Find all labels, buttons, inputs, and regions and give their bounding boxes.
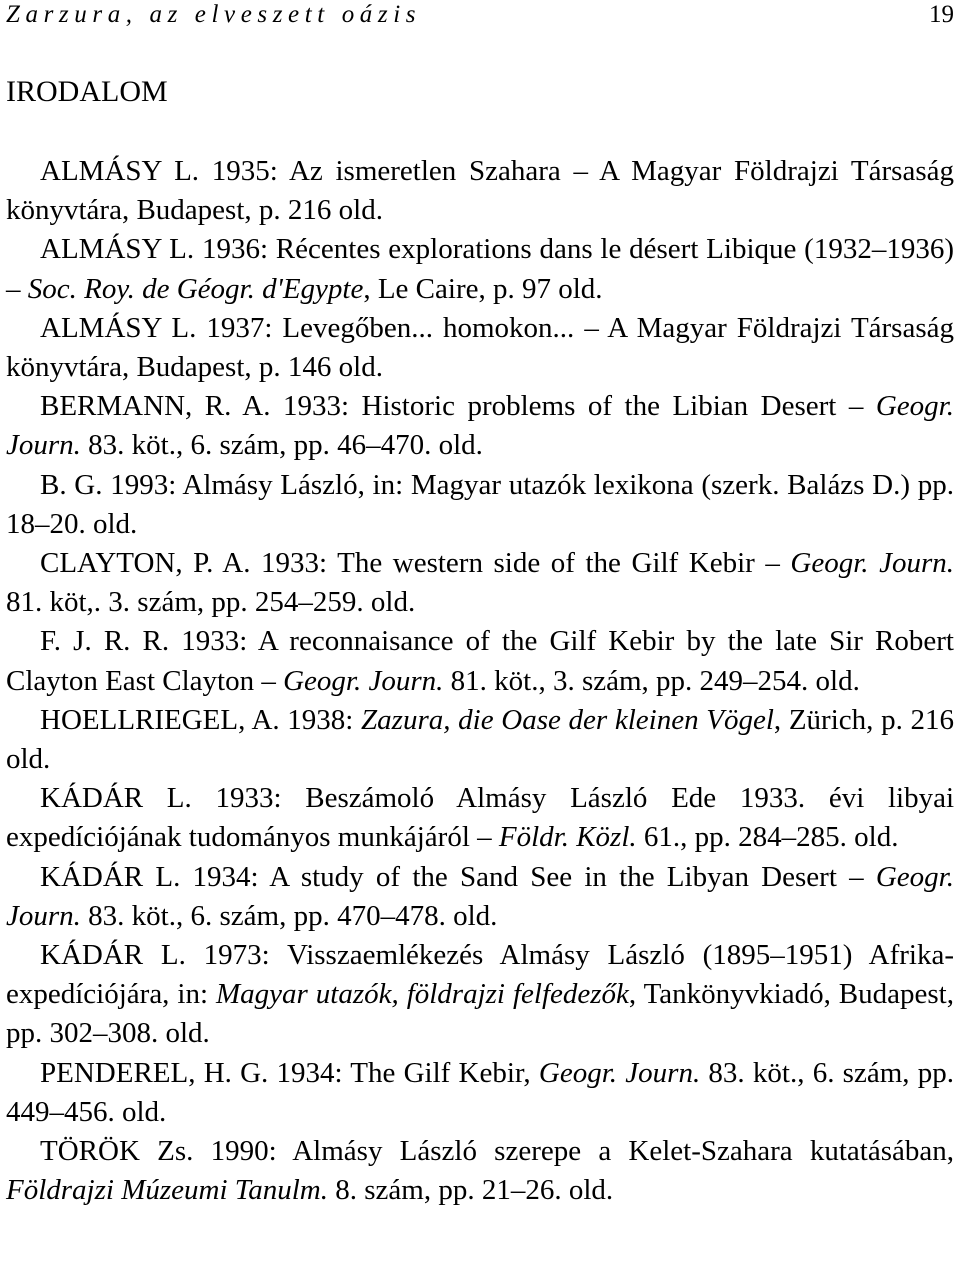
reference-entry bbox=[6, 544, 954, 622]
reference-text: PENDEREL, H. G. 1934: The Gilf Kebir, bbox=[40, 1056, 539, 1089]
reference-italic-text: Magyar utazók, földrajzi felfedezők bbox=[215, 978, 629, 1011]
reference-italic-text: Geogr. Journ. bbox=[790, 547, 954, 580]
reference-text: ALMÁSY L. 1937: Levegőben... homokon... – A Magyar Földrajzi Társaság könyvtára, Budapest, p. 146 old. bbox=[6, 311, 954, 384]
reference-text: 83. köt., 6. szám, pp. 46–470. old. bbox=[80, 429, 483, 462]
reference-italic-text: Geogr. Journ. bbox=[6, 860, 954, 932]
reference-entry bbox=[6, 309, 954, 387]
page-number: 19 bbox=[929, 1, 954, 28]
reference-entry bbox=[6, 701, 954, 779]
reference-text: 83. köt., 6. szám, pp. 470–478. old. bbox=[80, 899, 498, 932]
reference-text: , Zürich, p. 216 old. bbox=[6, 703, 954, 776]
reference-entry bbox=[6, 1054, 954, 1132]
reference-text: ALMÁSY L. 1936: Récentes explorations dans le désert Libique (1932–1936) – bbox=[6, 233, 954, 305]
reference-entry bbox=[6, 779, 954, 857]
reference-text: , Tankönyvkiadó, Budapest, pp. 302–308. old. bbox=[6, 978, 954, 1050]
reference-text: 83. köt., 6. szám, pp. 449–456. old. bbox=[6, 1056, 954, 1128]
reference-text: B. G. 1993: Almásy László, in: Magyar utazók lexikona (szerk. Balázs D.) pp. 18–20. old. bbox=[6, 468, 954, 540]
running-title: Zarzura, az elveszett oázis bbox=[6, 1, 422, 28]
reference-text: CLAYTON, P. A. 1933: The western side of the Gilf Kebir – bbox=[40, 547, 791, 580]
reference-text: 81. köt., 3. szám, pp. 249–254. old. bbox=[443, 664, 860, 697]
reference-italic-text: Földrajzi Múzeumi Tanulm. bbox=[6, 1174, 328, 1207]
reference-entry bbox=[6, 152, 954, 230]
reference-italic-text: Zazura, die Oase der kleinen Vögel bbox=[361, 703, 774, 736]
reference-italic-text: Geogr. Journ. bbox=[6, 390, 954, 462]
reference-text: TÖRÖK Zs. 1990: Almásy László szerepe a Kelet-Szahara kutatásában, bbox=[40, 1135, 954, 1168]
reference-text: KÁDÁR L. 1933: Beszámoló Almásy László Ede 1933. évi libyai expedíciójának tudományos munkájáról – bbox=[6, 782, 954, 854]
section-title: IRODALOM bbox=[6, 75, 168, 108]
reference-entry bbox=[6, 936, 954, 1054]
reference-entry bbox=[6, 230, 954, 308]
reference-text: 8. szám, pp. 21–26. old. bbox=[328, 1174, 614, 1207]
reference-text: KÁDÁR L. 1934: A study of the Sand See in the Libyan Desert – bbox=[40, 860, 876, 893]
reference-entry bbox=[6, 858, 954, 936]
reference-text: 81. köt,. 3. szám, pp. 254–259. old. bbox=[6, 586, 416, 619]
reference-text: KÁDÁR L. 1973: Visszaemlékezés Almásy László (1895–1951) Afrika-expedíciójára, in: bbox=[6, 939, 954, 1011]
reference-italic-text: Soc. Roy. de Géogr. d'Egypte bbox=[27, 272, 364, 305]
reference-text: , Le Caire, p. 97 old. bbox=[363, 272, 603, 305]
reference-entry bbox=[6, 387, 954, 465]
reference-list bbox=[6, 152, 954, 1210]
reference-italic-text: Geogr. Journ. bbox=[538, 1056, 701, 1089]
reference-text: HOELLRIEGEL, A. 1938: bbox=[40, 703, 362, 736]
reference-text: 61., pp. 284–285. old. bbox=[636, 821, 899, 854]
reference-entry bbox=[6, 622, 954, 700]
page-header bbox=[6, 0, 954, 34]
reference-entry bbox=[6, 1132, 954, 1210]
reference-text: F. J. R. R. 1933: A reconnaisance of the Gilf Kebir by the late Sir Robert Clayton East Clayton – bbox=[6, 625, 954, 697]
reference-text: BERMANN, R. A. 1933: Historic problems of the Libian Desert – bbox=[40, 390, 876, 423]
reference-italic-text: Geogr. Journ. bbox=[283, 664, 444, 697]
reference-entry bbox=[6, 466, 954, 544]
reference-italic-text: Földr. Közl. bbox=[498, 821, 637, 854]
reference-text: ALMÁSY L. 1935: Az ismeretlen Szahara – A Magyar Földrajzi Társaság könyvtára, Budapest, p. 216 old. bbox=[6, 155, 954, 227]
